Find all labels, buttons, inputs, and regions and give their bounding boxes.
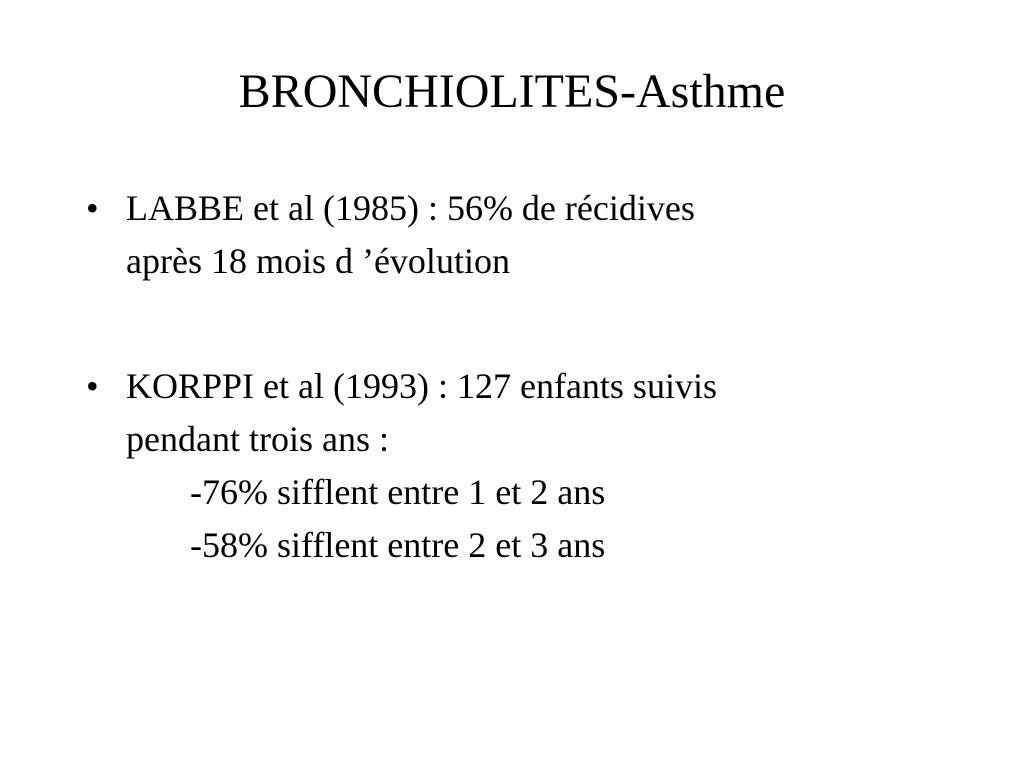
bullet-line: après 18 mois d ’évolution bbox=[126, 241, 510, 281]
bullet-item-labbe bbox=[86, 182, 946, 288]
bullet-item-korppi bbox=[86, 360, 946, 572]
bullet-list bbox=[86, 182, 946, 572]
bullet-line: pendant trois ans : bbox=[126, 419, 389, 459]
bullet-icon: • bbox=[86, 366, 99, 406]
bullet-subline: -58% sifflent entre 2 et 3 ans bbox=[190, 525, 606, 565]
bullet-icon: • bbox=[86, 188, 99, 228]
bullet-line: LABBE et al (1985) : 56% de récidives bbox=[126, 188, 695, 228]
bullet-line: KORPPI et al (1993) : 127 enfants suivis bbox=[126, 366, 717, 406]
slide-title: BRONCHIOLITES-Asthme bbox=[238, 65, 786, 118]
bullet-subline: -76% sifflent entre 1 et 2 ans bbox=[190, 472, 606, 512]
